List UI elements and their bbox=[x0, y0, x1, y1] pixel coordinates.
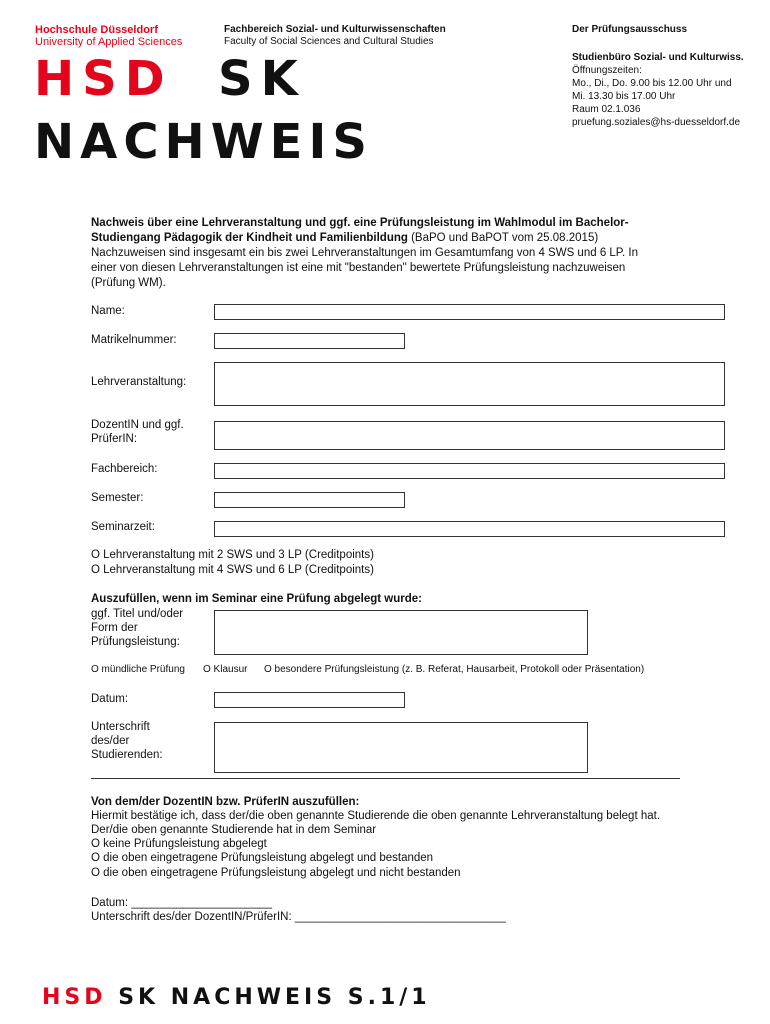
university-name: Hochschule Düsseldorf bbox=[35, 24, 158, 36]
dozent-label-1: DozentIN und ggf. bbox=[91, 419, 184, 431]
university-name-en: University of Applied Sciences bbox=[35, 36, 183, 48]
exam-title-label-2: Form der bbox=[91, 622, 138, 634]
option-written-exam[interactable]: O Klausur bbox=[203, 664, 248, 675]
exam-title-label-3: Prüfungsleistung: bbox=[91, 636, 180, 648]
seminarzeit-label: Seminarzeit: bbox=[91, 521, 155, 533]
intro-bold: Nachweis über eine Lehrveranstaltung und ggf. eine Prüfungsleistung im Wahlmodul im Bachelor-Studiengang Pädagogik der Kindheit und Familienbildung bbox=[91, 217, 629, 244]
intro-paragraph bbox=[91, 216, 661, 291]
faculty-name-en: Faculty of Social Sciences and Cultural Studies bbox=[224, 36, 434, 47]
fachbereich-field[interactable] bbox=[214, 463, 725, 479]
option-no-exam[interactable]: O keine Prüfungsleistung abgelegt bbox=[91, 838, 267, 850]
option-4sws[interactable]: O Lehrveranstaltung mit 4 SWS und 6 LP (Creditpoints) bbox=[91, 564, 374, 576]
lecturer-date-line[interactable]: Datum: ______________________ bbox=[91, 897, 272, 909]
lecturer-signature-line[interactable]: Unterschrift des/der DozentIN/PrüferIN: _________________________________ bbox=[91, 911, 506, 923]
option-oral-exam[interactable]: O mündliche Prüfung bbox=[91, 664, 185, 675]
lehrveranstaltung-label: Lehrveranstaltung: bbox=[91, 376, 187, 388]
office-email[interactable]: pruefung.soziales@hs-duesseldorf.de bbox=[572, 117, 741, 128]
semester-label: Semester: bbox=[91, 492, 144, 504]
name-field[interactable] bbox=[214, 304, 725, 320]
lecturer-confirm-text: Hiermit bestätige ich, dass der/die oben genannte Studierende die oben genannte Lehrveranstaltung belegt hat. bbox=[91, 810, 661, 822]
intro-normal: (BaPO und BaPOT vom 25.08.2015) Nachzuweisen sind insgesamt ein bis zwei Lehrveranstaltungen im Gesamtumfang von 4 SWS und 6 LP. In einer von diesen Lehrveranstaltungen ist eine mit "bestanden" bewertete Prüfungsleistung nachzuweisen (Prüfung WM). bbox=[91, 232, 638, 289]
exam-heading: Auszufüllen, wenn im Seminar eine Prüfung abgelegt wurde: bbox=[91, 593, 422, 605]
dozent-field[interactable] bbox=[214, 421, 725, 450]
exam-date-field[interactable] bbox=[214, 692, 405, 708]
office-hours-label: Öffnungszeiten: bbox=[572, 65, 642, 76]
student-signature-field[interactable] bbox=[214, 722, 588, 773]
footer-page-label: SK NACHWEIS S.1/1 bbox=[118, 985, 431, 1010]
office-hours-line2: Mi. 13.30 bis 17.00 Uhr bbox=[572, 91, 676, 102]
nachweis-logo: NACHWEIS bbox=[34, 114, 373, 170]
faculty-name: Fachbereich Sozial- und Kulturwissenschaften bbox=[224, 24, 446, 35]
exam-title-label-1: ggf. Titel und/oder bbox=[91, 608, 184, 620]
student-sign-label-1: Unterschrift bbox=[91, 721, 150, 733]
office-hours-line1: Mo., Di., Do. 9.00 bis 12.00 Uhr und bbox=[572, 78, 732, 89]
footer-logo bbox=[42, 985, 431, 1010]
lehrveranstaltung-field[interactable] bbox=[214, 362, 725, 406]
section-divider bbox=[91, 778, 680, 779]
office-title: Studienbüro Sozial- und Kulturwiss. bbox=[572, 52, 744, 63]
name-label: Name: bbox=[91, 305, 125, 317]
exam-date-label: Datum: bbox=[91, 693, 129, 705]
option-special-exam[interactable]: O besondere Prüfungsleistung (z. B. Referat, Hausarbeit, Protokoll oder Präsentation) bbox=[264, 664, 645, 675]
committee-label: Der Prüfungsausschuss bbox=[572, 24, 688, 35]
fachbereich-label: Fachbereich: bbox=[91, 463, 158, 475]
office-room: Raum 02.1.036 bbox=[572, 104, 641, 115]
seminarzeit-field[interactable] bbox=[214, 521, 725, 537]
student-sign-label-3: Studierenden: bbox=[91, 749, 163, 761]
hsd-logo: HSD bbox=[34, 51, 173, 107]
option-2sws[interactable]: O Lehrveranstaltung mit 2 SWS und 3 LP (Creditpoints) bbox=[91, 549, 374, 561]
footer-hsd: HSD bbox=[42, 985, 107, 1010]
lecturer-heading: Von dem/der DozentIN bzw. PrüferIN auszufüllen: bbox=[91, 796, 360, 808]
dozent-label-2: PrüferIN: bbox=[91, 433, 138, 445]
option-failed[interactable]: O die oben eingetragene Prüfungsleistung abgelegt und nicht bestanden bbox=[91, 867, 461, 879]
sk-logo: SK bbox=[218, 51, 306, 107]
semester-field[interactable] bbox=[214, 492, 405, 508]
matrikel-field[interactable] bbox=[214, 333, 405, 349]
lecturer-seminar-text: Der/die oben genannte Studierende hat in dem Seminar bbox=[91, 824, 377, 836]
matrikel-label: Matrikelnummer: bbox=[91, 334, 177, 346]
option-passed[interactable]: O die oben eingetragene Prüfungsleistung abgelegt und bestanden bbox=[91, 852, 434, 864]
exam-title-field[interactable] bbox=[214, 610, 588, 655]
student-sign-label-2: des/der bbox=[91, 735, 130, 747]
